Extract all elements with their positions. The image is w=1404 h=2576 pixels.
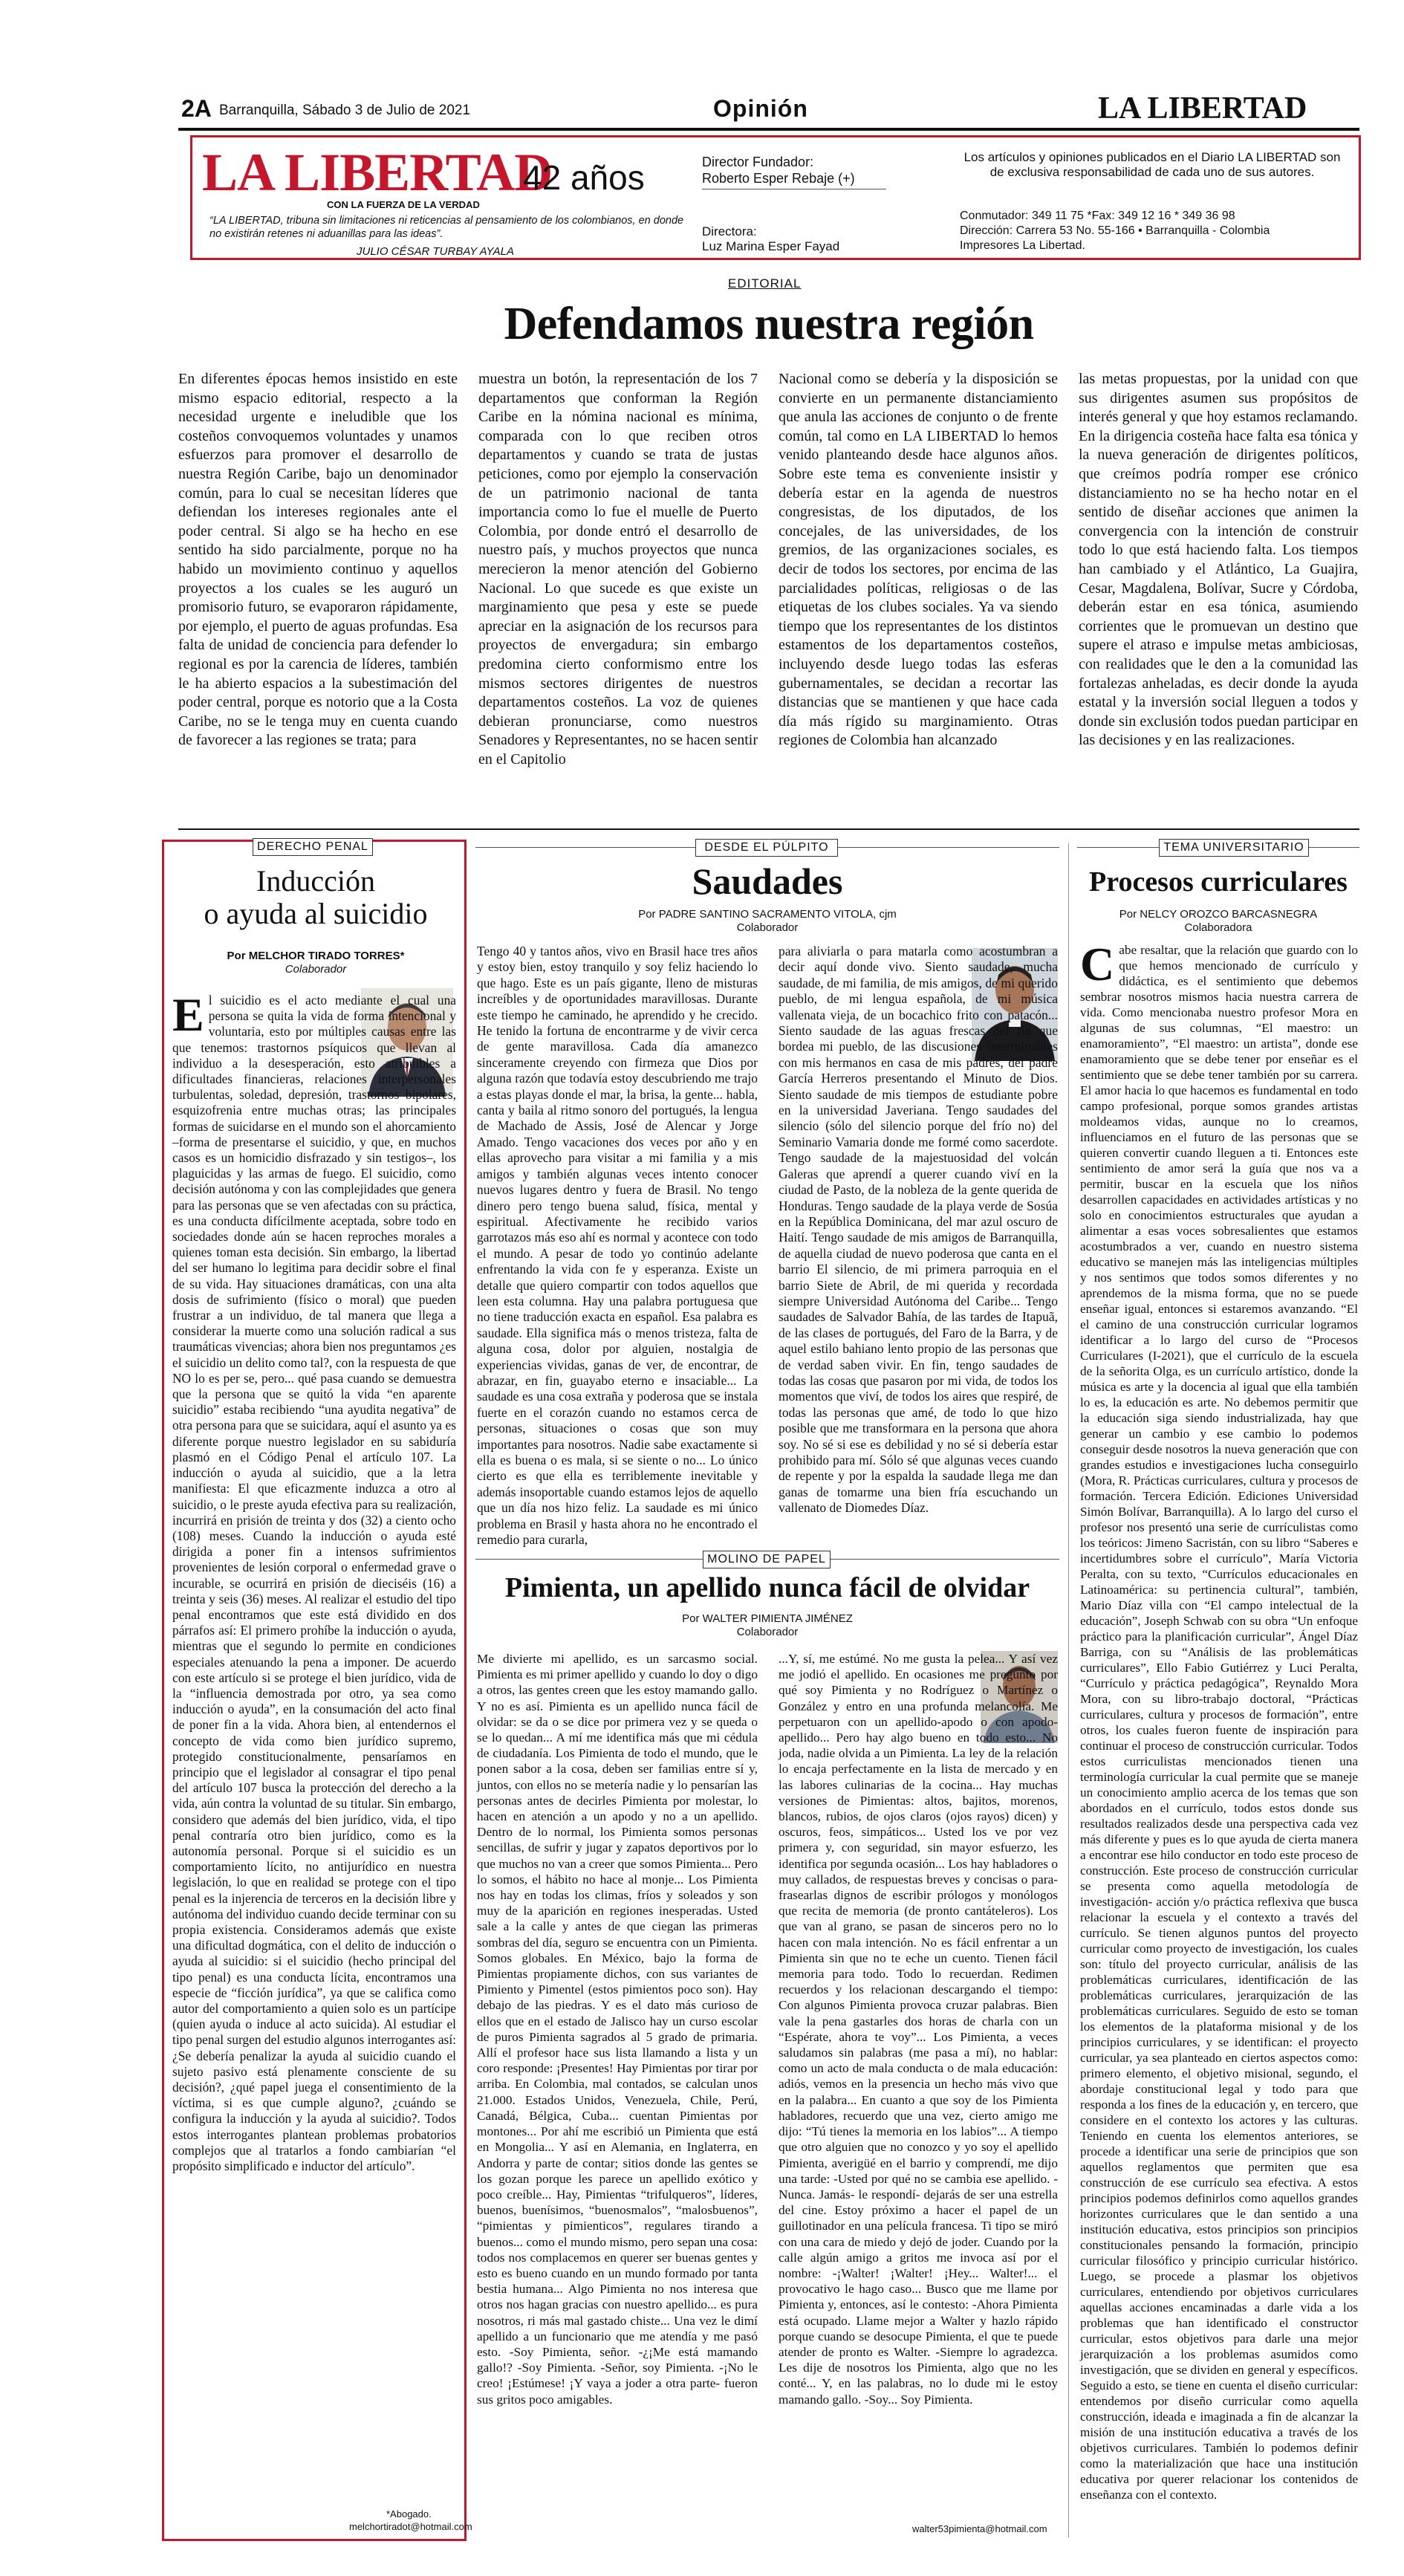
masthead-logo: LA LIBERTAD xyxy=(202,143,553,202)
pimienta-role: Colaborador xyxy=(736,1626,799,1638)
mid-article-author: Por PADRE SANTINO SACRAMENTO VITOLA, cjm xyxy=(638,908,897,921)
masthead-tagline: CON LA FUERZA DE LA VERDAD xyxy=(327,199,480,210)
right-article-dropcap: C xyxy=(1080,938,1115,990)
mid-article-tag: DESDE EL PÚLPITO xyxy=(695,839,838,857)
editorial-title: Defendamos nuestra región xyxy=(504,299,1034,349)
left-article-title-1: Inducción xyxy=(256,864,375,898)
editorial-bottom-rule xyxy=(178,828,1359,830)
mid-article-col-2: para aliviarla o para matarla como acostumbran a decir aquí donde vivo. Siento saudade, mucha saudade, de mi familia, de mis amigos, de mi querido pueblo, de mi lengua española, de mi música vallenata vieja, de un bocachico frito con patacón... Siento saudade de las aguas frescas del río que bordea mi pueblo, de las discusiones interminables con mis hermanos en casa de mis padres, del padre García Herreros presentando el Minuto de Dios. Siento saudade de mis tiempos de estudiante pobre en la universidad Javeriana. Tengo saudades del silencio (sólo del silencio porque del frío no) del Seminario Vamaria donde me formé como sacerdote. Tengo saudade de la majestuosidad del volcán Galeras que aprendí a querer cuando viví en la ciudad de Pasto, de la nobleza de la gente querida de Honduras. Tengo saudade de la playa verde de Sosúa en la República Dominicana, del mar azul oscuro de Haití. Tengo saudade de mis amigos de Barranquilla, de aquella ciudad de nuevo poderosa que canta en el barrio El silencio, de mi primera parroquia en el barrio Siete de Abril, de mi querida y recordada siempre Universidad Autónoma del Caribe... Tengo saudades de Salvador Bahía, de las tardes de Itapuã, de las clases de portugués, del Faro de la Barra, y de aquel estilo bahiano lento propio de las personas que de verdad saben vivir. En fin, tengo saudades de todas las cosas que pasaron por mi vida, de todos los momentos que viví, de todos los aires que respiré, de todas las personas que amé, de todo lo que hizo posible que me transformara en la persona que ahora soy. No sé si ese es debilidad y no sé si debería estar prohibido para mí. Sólo sé que algunas veces cuando de repente y por la espalda la saudade llega me dan ganas de tomarme una bien fría escuchando un vallenato de Diomedes Díaz. xyxy=(779,944,1058,1516)
mid-article-role: Colaborador xyxy=(736,921,799,934)
page-number: 2A xyxy=(181,95,212,122)
right-article-body xyxy=(1080,938,1358,2502)
right-article-author: Por NELCY OROZCO BARCASNEGRA xyxy=(1119,908,1318,921)
founder-label: Director Fundador: xyxy=(702,155,814,169)
left-article-text: l suicidio es el acto mediante el cual una persona se quita la vida de forma intencional y voluntaria, esto por múltiples causas entre las que tenemos: trastornos psíquicos que llevan al individuo a la desesperación, esto atribuibles a dificultades financieras, relaciones interpersonales turbulentas, soledad, depresión, trastornos bipolares, esquizofrenia entre muchas otras; las principales formas de suicidarse en el mundo son el ahorcamiento –forma de presentarse el suicidio, y que, en muchos casos es un homicidio disfrazado y sin testigos–, los plaguicidas y las armas de fuego. El suicidio, como decisión autónoma y con las complejidades que genera para las personas que se ven afectadas con su práctica, es una conducta difícilmente aceptada, sobre todo en sociedades donde aún se hacen reproches morales a quienes toman esta decisión. Sin embargo, la libertad del ser humano lo legitima para decidir sobre el final de su vida. Hay situaciones dramáticas, con una alta dosis de sufrimiento (físico o moral) que pueden frustrar a un individuo, de tal manera que llega a considerar la muerte como una solución radical a sus traumáticas vivencias; ahora bien nos preguntamos ¿es el suicidio un delito como tal?, con la respuesta de que NO lo es per se, pero... qué pasa cuando se demuestra que la persona que se quitó la vida “en aparente suicidio” estaba recibiendo “una ayudita negativa” de otra persona para que se suicidara, aquí el asunto ya es diferente porque nuestro legislador en su sabiduría plasmó en el Código Penal el artículo 107. La inducción o ayuda al suicidio, que a la letra manifiesta: El que eficazmente induzca a otro al suicidio, o le preste ayuda efectiva para su realización, incurrirá en prisión de treinta y dos (32) a ciento ocho (108) meses. Cuando la inducción o ayuda esté dirigida a poner fin a intensos sufrimientos provenientes de lesión corporal o enfermedad grave o incurable, se ocurrirá en prisión de dieciséis (16) a treinta y seis (36) meses. Al realizar el estudio del tipo penal encontramos que este está dividido en dos párrafos así: El primero prohíbe la inducción o ayuda, mientras que el segundo lo permite en condiciones especiales atenuando la pena a imponer. De acuerdo con este artículo si se protege el bien jurídico, vida de la “influencia demostrada por otro, ya sea como inducción o ayuda”, en la consumación del acto final de poner fin a la vida. Ahora bien, al entendernos el concepto de vida como bien jurídico supremo, protegido constitucionalmente, pensaríamos en principio que el legislador al consagrar el tipo penal del artículo 107 busca la protección del derecho a la vida, aún contra la voluntad de su titular. Sin embargo, considero que además del bien jurídico, vida, el tipo penal contraría otro bien jurídico, como es la autonomía personal. Porque si el suicidio es un comportamiento lícito, no antijurídico en nuestra legislación, lo que en realidad se protege con el tipo penal es la injerencia de terceros en la decisión libre y autónoma del individuo cuando decide terminar con su propia existencia. Consideramos además que existe una dificultad dogmática, con el delito de inducción o ayuda al suicidio: si el suicidio (hecho principal del tipo penal) es una conducta lícita, encontramos una especie de “ficción jurídica”, ya que se califica como autor del comportamiento a quien solo es un partícipe (quien ayuda o induce al acto suicida). Al estudiar el tipo penal surgen del estudio algunos interrogantes así: ¿Se debería penalizar la ayuda al suicidio cuando el sujeto pasivo está plenamente consciente de su decisión?, ¿qué papel juega el consentimiento de la víctima, si es que cumple alguno?, ¿cuándo se configura la inducción y la ayuda al suicidio?. Todos estos interrogantes plantean problemas probatorios complejos que al tratarlos a fondo cambiarían “el propósito simplificado e inductor del artículo”. xyxy=(172,993,456,2174)
right-article-title: Procesos curriculares xyxy=(1089,866,1348,898)
masthead-quote-author: JULIO CÉSAR TURBAY AYALA xyxy=(357,245,515,258)
director-name: Luz Marina Esper Fayad xyxy=(702,239,840,253)
pimienta-title: Pimienta, un apellido nunca fácil de olvidar xyxy=(504,1572,1030,1603)
printer: Impresores La Libertad. xyxy=(960,239,1085,252)
left-article-dropcap: E xyxy=(172,988,204,1041)
pimienta-author: Por WALTER PIMIENTA JIMÉNEZ xyxy=(682,1612,853,1625)
pimienta-email: walter53pimienta@hotmail.com xyxy=(912,2523,1047,2534)
column-separator xyxy=(1068,843,1069,2537)
right-article-tag: TEMA UNIVERSITARIO xyxy=(1159,839,1309,857)
right-article-text: abe resaltar, que la relación que guardo con lo que hemos mencionado de currículo y didáctica, es el sentimiento que debemos sembrar nosotros mismos hacia nuestra carrera de vida. Como mencionaba nuestro profesor Mora en algunas de sus columnas, “El maestro: un enamoramiento”, “El maestro: un artista”, donde ese enamoramiento que se debe tener por enseñar es el sentimiento que se debe tener también por su carrera. El amor hacia lo que hacemos es fundamental en todo campo profesional, porque somos grandes artistas moldeamos vidas, aunque no lo creamos, influenciamos en el futuro de las personas que se quieren convertir cuando lleguen a ti. Entonces este sentimiento de amor será la guía que nos va a permitir, buscar en la escuela que los niños desarrollen capacidades en actividades artísticas y no solo en conocimientos estructurales que ayudan a alimentar a esas voces sobresalientes que estamos acostumbrados a ver, cuando en nuestro sistema educativo se manejen más las inteligencias múltiples y nos sentimos que todos somos diferentes y no aprendemos de la misma forma, que no se puede enseñar igual, entonces si estaremos avanzando. “El el camino de una construcción curricular logramos identificar a lo largo del curso de “Procesos Curriculares (I-2021), que el currículo de la escuela de la señorita Olga, es un currículo artístico, donde la música es arte y la docencia al igual que ella también lo es, la educación es arte. No debemos permitir que la educación siga siendo industrializada, hay que generar un cambio y ese cambio lo podemos conseguir desde nosotros la nueva generación que con grandes estudios e investigaciones lucha conseguirlo (Mora, R. Prácticas curriculares, cultura y procesos de formación. Tercera Edición. Ediciones Universidad Simón Bolívar, Barranquilla). A lo largo del curso el profesor nos presentó una serie de currículistas como los teóricos: Jimeno Sacristán, con su libro “Saberes e incertidumbres sobre el currículo”, María Victoria Peralta, con su texto, “Currículos educacionales en Latinoamérica: su pertinencia cultural”, también, Mario Díaz villa con “El campo intelectual de la educación”, Joseph Schwab con su obra “Un enfoque práctico para la planificación curricular”, Ángel Díaz Barriga, con su “Análisis de las problemáticas curriculares”, Ello Fabio Gutiérrez y Luci Peralta, “Currículo y práctica pedagógica”, Reynaldo Mora Mora, con su libro-trabajo doctoral, “Prácticas curriculares, cultura y procesos de formación”, entre otros, los cuales fueron fuente de inspiración para continuar el proceso de construcción curricular. Todos estos curriculistas mencionados tienen una terminología curricular la cual permite que se maneje un conocimiento amplio acerca de los temas que son abordados en el currículo, todos estos donde sus resultados realizados desde una perspectiva cada vez más diferente y pues es lo que ayuda de cierta manera a encontrar ese hilo conductor en todo este proceso de construcción. Este proceso de construcción curricular se presenta como aquella metodología de investigación- acción y/o práctica reflexiva que busca relacionar la escuela y el contexto a través del currículo. Se tienen algunos puntos del proyecto curricular como proyecto de investigación, los cuales son: título del proyecto curricular, análisis de las problemáticas curriculares, identificación de las problemáticas curriculares, jerarquización de las problemáticas curriculares. Seguido de esto se toman los elementos de la plataforma misional y de los principios curriculares, y se identifican: el proyecto curricular, ya sea planteado en ciertos aspectos como: primero elemento, el objetivo misional, segundo, el abordaje constitucional legal y todo para que responda a los fines de la educación y, en tercero, que considere en el contexto los actores y las culturas. Teniendo en cuenta los elementos anteriores, se procede a identificar una serie de principios que son aquellos reglamentos que permiten que esa construcción de ese currículo sea efectiva. A estos principios podemos definirlos como aquellos grandes horizontes curriculares que le dan sentido a una institución educativa, estos principios son principios constitucionales pensando la formación, principio curricular filosófico y principio curricular histórico. Luego, se procede a plasmar los objetivos curriculares, entendiendo por objetivos curriculares aquellas acciones encaminadas a darle vida a los problemas que han identificado el constructor curricular, estos objetivos para darle una mejor jerarquización a los problemas asumidos como investigación, que se dividen en general y específicos. Seguido a esto, se tiene en cuenta el diseño curricular: entendemos por diseño curricular como aquella construcción, ideada e imaginada a fin de alcanzar la misión de una institución educativa a través de los objetivos curriculares. También lo podemos definir como la materialización que hace una institución educativa por querer relacionar los contenidos de enseñanza con el contexto. xyxy=(1080,943,1358,2502)
founder-name: Roberto Esper Rebaje (+) xyxy=(702,171,855,186)
editorial-label: EDITORIAL xyxy=(728,276,802,291)
left-article-author: Por MELCHOR TIRADO TORRES* xyxy=(227,950,405,962)
pimienta-col-2: ...Y, sí, me estúmé. No me gusta la pelea... Y así vez me jodió el apellido. En ocasiones me pregunto por qué soy Pimienta y no Rodríguez o Martínez o González y entro en una profunda melancolía. Me perpetuaron con un apellido-apodo o con apodo-apellido... Pero hay algo bueno en todo esto... No joda, nadie olvida a un Pimienta. La ley de la relación lo encaja perfectamente en la lista de mercado y en las labores culinarias de la cocina... Hay muchas versiones de Pimientas: altos, bajitos, morenos, blancos, rubios, de ojos claros (ojos rayos) dicen) y oscuros, feos, simpáticos... Usted los ve por vez primera y, con seguridad, sin mayor esfuerzo, les identifica por segunda ocasión... Los hay habladores o muy callados, de respuestas breves y concisas o para-frasearlas dignos de escribir prólogos y monólogos que recita de memoria (de pronto cantáteleros). Los que van al grano, se pasan de sinceros pero no lo hacen con mala intención. No es fácil enfrentar a un Pimienta sin que no te eche un cuento. Tienen fácil memoria para todo. Todo lo recuerdan. Redimen recuerdos y los relacionan descargando el tiempo: Con algunos Pimienta provoca cruzar palabras. Bien vale la pena gastarles dos horas de charla con un “Espérate, ahora te voy”... Los Pimienta, a veces saludamos sin palabras (me pasa a mí), no hablar: como un acto de mala conducta o de mala educación: adiós, vemos en la presencia un hecho más vivo que en la palabra... En cuanto a que soy de los Pimienta habladores, recuerdo que una vez, cierto amigo me dijo: “Tú tienes la memoria en los labios”... A tiempo que otro alguien que no conozco y yo soy el apellido Pimienta, averigüé en el barrio y comprendí, me dijo una tarde: -Usted por qué no se cambia ese apellido. -Nunca. Jamás- le respondí- dejarás de ser una estrella del cine. Estoy próximo a hacer el papel de un guillotinador en una película francesa. Ti tipo se miró con una cara de miedo y dejó de joder. Cuando por la calle algún amigo a gritos me invoca así por el nombre: -¡Walter! ¡Walter! ¡Hey... Walter!... el provocativo le hago caso... Busco que me llame por Pimienta y, entonces, así le contesto: -Ahora Pimienta está ocupado. Llame mejor a Walter y hazlo rápido porque cuando se desocupe Pimienta, el que te puede atender de pronto es Walter. -Siempre lo agradezca. Les dije de nosotros los Pimienta, algo que no les conté... Y, en las palabras, no lo dude mi le estoy mamando gallo. -Soy... Soy Pimienta. xyxy=(779,1652,1058,2407)
phones: Conmutador: 349 11 75 *Fax: 349 12 16 * 349 36 98 xyxy=(960,210,1235,222)
section-name: Opinión xyxy=(713,95,808,122)
header-rule xyxy=(178,128,1359,131)
left-article-title-2: o ayuda al suicidio xyxy=(204,897,428,930)
left-article-role: Colaborador xyxy=(285,963,347,976)
left-article-footnote: *Abogado. xyxy=(386,2508,432,2520)
anniversary-badge: 42 años xyxy=(523,158,645,197)
director-label: Directora: xyxy=(702,224,757,239)
mid-article-title: Saudades xyxy=(692,860,843,902)
masthead-quote: “LA LIBERTAD, tribuna sin limitaciones ni reticencias al pensamiento de los colombianos, en donde no existirán retenes ni aduanillas para las ideas”. xyxy=(209,215,684,240)
paper-name-header: LA LIBERTAD xyxy=(1098,91,1307,126)
dateline: Barranquilla, Sábado 3 de Julio de 2021 xyxy=(219,103,471,118)
pimienta-tag: MOLINO DE PAPEL xyxy=(703,1551,831,1568)
left-article-email: melchortiradot@hotmail.com xyxy=(349,2521,472,2532)
address: Dirección: Carrera 53 No. 55-166 • Barranquilla - Colombia xyxy=(960,224,1270,237)
disclaimer: Los artículos y opiniones publicados en el Diario LA LIBERTAD son de exclusiva responsabilidad de cada uno de sus autores. xyxy=(963,150,1341,179)
left-article-body xyxy=(172,988,456,2174)
mid-article-col-1: Tengo 40 y tantos años, vivo en Brasil hace tres años y estoy bien, estoy tranquilo y soy feliz haciendo lo que hago. Este es un país gigante, lleno de misturas increíbles y de oportunidades maravillosas. Durante este tiempo he caminado, he aprendido y he crecido. He tenido la fortuna de encontrarme y de vivir cerca de gente maravillosa. Cada día amanezco sinceramente creyendo con firmeza que Dios por alguna razón que todavía estoy descubriendo me trajo a estas playas donde el mar, la brisa, la gente... habla, canta y baila al ritmo sonoro del portugués, la lengua de Machado de Assis, José de Alencar y Jorge Amado. Tengo vacaciones dos veces por año y en ellas aprovecho para visitar a mi familia y a mis amigos y también algunas veces intento conocer nuevos lugares dentro y fuera de Brasil. No tengo dinero pero tengo buena salud, física, mental y espiritual. Afectivamente he recibido varios garrotazos más eso ahí es normal y acontece con todo el mundo. A pesar de todo yo continúo adelante enfrentando la vida con fe y esperanza. Existe un detalle que quiero compartir con todos aquellos que leen esta columna. Hay una palabra portuguesa que no tiene traducción exacta en español. Esa palabra es saudade. Ella significa más o menos tristeza, falta de alguna cosa, dolor por alguien, nostalgia de experiencias vividas, ganas de ver, de encontrar, de abrazar, en fin, guayabo eterno e insaciable... La saudade es una cosa extraña y poderosa que se instala fuerte en el corazón cuando no estamos cerca de personas, situaciones o cosas que son muy importantes para nosotros. Nadie sabe exactamente si ella es buena o es mala, si se siente o no... Lo único cierto es que ella es terriblemente inevitable y además insoportable cuando estamos lejos de aquello que un día nos hizo feliz. La saudade es mi único problema en Brasil y hasta ahora no he encontrado el remedio para curarla, xyxy=(477,944,758,1548)
left-article-tag: DERECHO PENAL xyxy=(253,838,373,856)
editorial-col-4: las metas propuestas, por la unidad con que sus dirigentes asumen sus propósitos de interés general y que hoy estamos reclamando. En la dirigencia costeña hace falta esa tónica y la nueva generación de dirigentes políticos, que creímos podría romper ese crónico distanciamiento no se ha hecho notar en el sentido de diseñar acciones que animen la convergencia con la intención de construir todo lo que está haciendo falta. Los tiempos han cambiado y el Atlántico, La Guajira, Cesar, Magdalena, Bolívar, Sucre y Córdoba, deberán estar en esa tónica, asumiendo corrientes que le promuevan un destino que supere el atraso e impulse metas ambiciosas, con realidades que le den a la comunidad las fortalezas anheladas, es decir donde la ayuda estatal y la inversión social lleguen a todos y donde sin exclusión todos puedan participar en las decisiones y en las realizaciones. xyxy=(1079,371,1358,749)
editorial-col-3: Nacional como se debería y la disposición se convierte en un permanente distanciamiento que anula las acciones de conjunto o de frente común, tal como en LA LIBERTAD lo hemos venido planteando desde hace algunos años. Sobre este tema es conveniente insistir y debería estar en la agenda de nuestros congresistas, de los diputados, de los concejales, de las universidades, de los gremios, de las organizaciones sociales, es decir de todos los sectores, por encima de las parcialidades políticas, religiosas o de las etiquetas de los clubes sociales. Ya va siendo tiempo que los representantes de los distintos estamentos de los departamentos costeños, incluyendo desde luego todas las esferas gubernamentales, se decidan a recortar las distancias que se mantienen y que hace cada día más rígido su marginamiento. Otras regiones de Colombia han alcanzado xyxy=(779,371,1058,749)
pimienta-col-1: Me divierte mi apellido, es un sarcasmo social. Pimienta es mi primer apellido y cuando lo doy o digo a otros, las gentes creen que les estoy mamando gallo. Y no es así. Pimienta es un apellido nunca fácil de olvidar: se da o se dice por primera vez y se queda o se lo quedan... A mí me identifica más que mi cédula de ciudadanía. Los Pimienta de todo el mundo, que le ponen sabor a la cosa, deben ser familias entre sí y, juntos, con ellos no se metería nadie y lo pensarían las personas antes de decirles Pimienta por molestar, lo hacen en atención a un apodo y no a un apellido. Dentro de lo normal, los Pimienta somos personas sencillas, de sufrir y jugar y zapatos deportivos por lo que muchos no van a creer que somos Pimienta... Pero lo somos, el hábito no hace al monje... Los Pimienta nos hay en todas los climas, fríos y soleados y son muy de la aparición en regiones inesperadas. Usted sale a la calle y antes de que ciegan las primeras sombras del día, seguro se encuentra con un Pimienta. Somos globales. En México, bajo la forma de Pimientas propiamente dichos, con sus variantes de Pimiento y Pimentel (estos pimientos poco son). Hay debajo de las piedras. Y es el dato más curioso de ellos que en el estado de Jalisco hay un curso escolar de puros Pimienta sagrados al 5 grado de primaria. Allí el profesor hace sus lista llamando a lista y un coro responde: ¡Presentes! Hay Pimientas por tirar por arriba. En Colombia, mal contados, se calculan unos 21.000. Estados Unidos, Venezuela, Chile, Perú, Canadá, Bélgica, Cuba... cuentan Pimientas por montones... Por ahí me escribió un Pimienta que está en Mongolia... Y así en Alemania, en Inglaterra, en Andorra y parte de contar; sitios donde las gentes se los gozan porque les parece un apellido exótico y poco creíble... Hay, Pimientas “trifulqueros”, líderes, buenos, buenísimos, “buenosmalos”, “malosbuenos”, “pimientas y pimienticos”, regulares tirando a buenos... como el mundo mismo, pero sepan una cosa: todos nos complacemos en querer ser buenas gentes y esto es bueno cuando en un mundo formado por tanta bestia humana... Algo Pimienta no nos interesa que otros nos hagan gracias con nuestro apellido... es pura nosotros, ri más mal gastado chiste... Una vez le dimí apellido a un funcionario que me atendía y me pasó esto. -Soy Pimienta, señor. -¿¡Me está mamando gallo!? -Soy Pimienta. -Señor, soy Pimienta. -¡No le creo! ¡Estúmese! ¡Y vaya a joder a otra parte- fueron sus gritos poco amigables. xyxy=(477,1652,758,2407)
editorial-col-2: muestra un botón, la representación de los 7 departamentos que conforman la Región Caribe en la nómina nacional es mínima, comparada con lo que reciben otros departamentos y cuando se trata de justas peticiones, como por ejemplo la conservación de un patrimonio nacional de tanta importancia como lo fue el muelle de Puerto Colombia, por donde entró el desarrollo de nuestro país, y muchos proyectos que nunca merecieron la menor atención del Gobierno Nacional. Lo que sucede es que existe un marginamiento que pesa y este se puede apreciar en la asignación de los recursos para proyectos de envergadura; sin embargo predomina cierto conformismo entre los mismos sectores dirigentes de nuestros departamentos costeños. La voz de quienes debieran pronunciarse, como nuestros Senadores y Representantes, no se hacen sentir en el Capitolio xyxy=(478,371,758,768)
editorial-col-1: En diferentes épocas hemos insistido en este mismo espacio editorial, respecto a la necesidad urgente e ineludible que los costeños convoquemos voluntades y unamos esfuerzos para promover el desarrollo de nuestra Región Caribe, bajo un denominador común, para lo cual se necesitan líderes que defiendan los intereses regionales ante el poder central. Si algo se ha hecho en ese sentido ha sido parcialmente, porque no ha habido un movimiento continuo y aquellos proyectos a los cuales se les auguró un promisorio futuro, se evaporaron rápidamente, por ejemplo, el puerto de aguas profundas. Esa falta de unidad de conciencia para defender lo regional es por la carencia de líderes, también le ha abierto espacios a la subestimación del poder central, porque es notorio que a la Costa Caribe, no se le tenga muy en cuenta cuando de favorecer a las regiones se trata; para xyxy=(178,371,458,749)
right-article-role: Colaboradora xyxy=(1184,921,1252,934)
